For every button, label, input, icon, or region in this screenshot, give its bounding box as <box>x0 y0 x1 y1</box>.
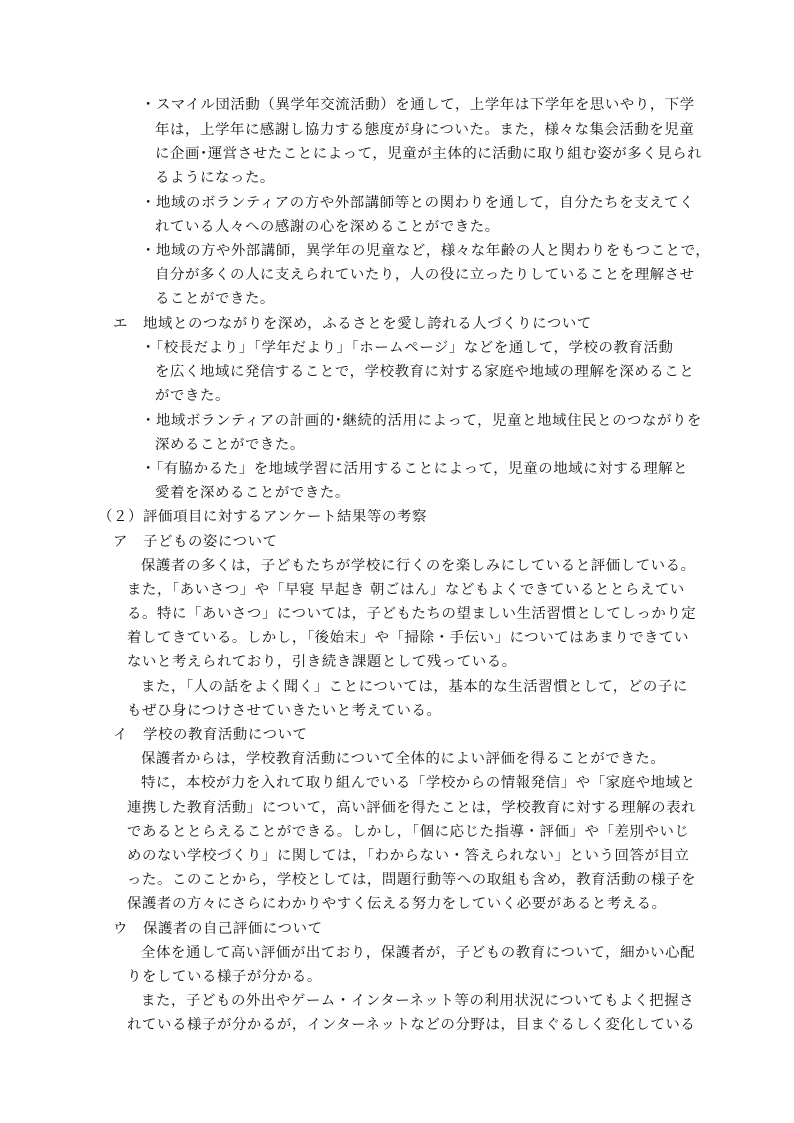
paragraph-line: であるととらえることができる。しかし，「個に応じた指導・評価」や「差別やいじ <box>127 824 690 840</box>
text-line: ることができた。 <box>155 291 275 307</box>
paragraph-line: 全体を通して高い評価が出ており，保護者が，子どもの教育について，細かい心配 <box>141 945 696 961</box>
heading-i-activities: イ 学校の教育活動について <box>113 727 308 743</box>
paragraph-line: めのない学校づくり」に関しては，「わからない・答えられない」という回答が目立 <box>127 848 690 864</box>
paragraph-line: 保護者からは，学校教育活動について全体的によい評価を得ることができた。 <box>141 751 666 767</box>
heading-e-community: エ 地域とのつながりを深め，ふるさとを愛し誇れる人づくりについて <box>113 316 592 332</box>
paragraph-line: れている様子が分かるが，インターネットなどの分野は，目まぐるしく変化している <box>127 1017 696 1033</box>
paragraph-line: また，子どもの外出やゲーム・インターネット等の利用状況についてもよく把握さ <box>141 993 695 1009</box>
paragraph-line: もぜひ身につけさせていきたいと考えている。 <box>127 703 442 719</box>
text-line: を広く地域に発信することで，学校教育に対する家庭や地域の理解を深めること <box>155 364 695 380</box>
bullet-volunteer-use: ・地域ボランティアの計画的･継続的活用によって，児童と地域住民とのつながりを <box>141 413 703 429</box>
paragraph-line: りをしている様子が分かる。 <box>127 969 322 985</box>
paragraph-line: る。特に「あいさつ」については，子どもたちの望ましい生活習慣としてしっかり定 <box>127 606 697 622</box>
section-heading-2: （２）評価項目に対するアンケート結果等の考察 <box>98 509 427 525</box>
text-line: 深めることができた。 <box>155 437 305 453</box>
text-line: 愛着を深めることができた。 <box>155 485 350 501</box>
bullet-local-people: ・地域の方や外部講師，異学年の児童など，様々な年齢の人と関わりをもつことで， <box>141 243 711 259</box>
text-line: ができた。 <box>155 388 230 404</box>
bullet-karuta: ・「有脇かるた」を地域学習に活用することによって，児童の地域に対する理解と <box>141 461 689 477</box>
bullet-volunteer: ・地域のボランティアの方や外部講師等との関わりを通して，自分たちを支えてく <box>141 195 695 211</box>
text-line: に企画･運営させたことによって，児童が主体的に活動に取り組む姿が多く見られ <box>155 146 703 162</box>
bullet-smile-group: ・スマイル団活動（異学年交流活動）を通して，上学年は下学年を思いやり，下学 <box>141 97 695 113</box>
paragraph-line: ないと考えられており，引き続き課題として残っている。 <box>127 654 517 670</box>
text-line: れている人々への感謝の心を深めることができた。 <box>155 219 500 235</box>
paragraph-line: また，「人の話をよく聞く」ことについては，基本的な生活習慣として，どの子に <box>141 679 688 695</box>
heading-u-self-eval: ウ 保護者の自己評価について <box>113 921 323 937</box>
text-line: るようになった。 <box>155 170 275 186</box>
paragraph-line: 保護者の方々にさらにわかりやすく伝える努力をしていく必要があると考える。 <box>127 896 667 912</box>
text-line: 年は，上学年に感謝し協力する態度が身についた。また，様々な集会活動を児童 <box>155 122 695 138</box>
bullet-newsletters: ・「校長だより」「学年だより」「ホームページ」などを通して，学校の教育活動 <box>141 340 674 356</box>
paragraph-line: 特に，本校が力を入れて取り組んでいる「学校からの情報発信」や「家庭や地域と <box>141 775 696 791</box>
paragraph-line: 着してきている。しかし，「後始末」や「掃除・手伝い」についてはあまりできてい <box>127 630 690 646</box>
paragraph-line: 連携した教育活動」について，高い評価を得たことは，学校教育に対する理解の表れ <box>127 800 697 816</box>
paragraph-line: 保護者の多くは，子どもたちが学校に行くのを楽しみにしていると評価している。 <box>141 558 696 574</box>
heading-a-children: ア 子どもの姿について <box>113 534 278 550</box>
paragraph-line: った。このことから，学校としては，問題行動等への取組も含め，教育活動の様子を <box>127 872 697 888</box>
text-line: 自分が多くの人に支えられていたり，人の役に立ったりしていることを理解させ <box>155 267 695 283</box>
paragraph-line: また，「あいさつ」や「早寝 早起き 朝ごはん」などもよくできているととらえてい <box>127 582 685 598</box>
